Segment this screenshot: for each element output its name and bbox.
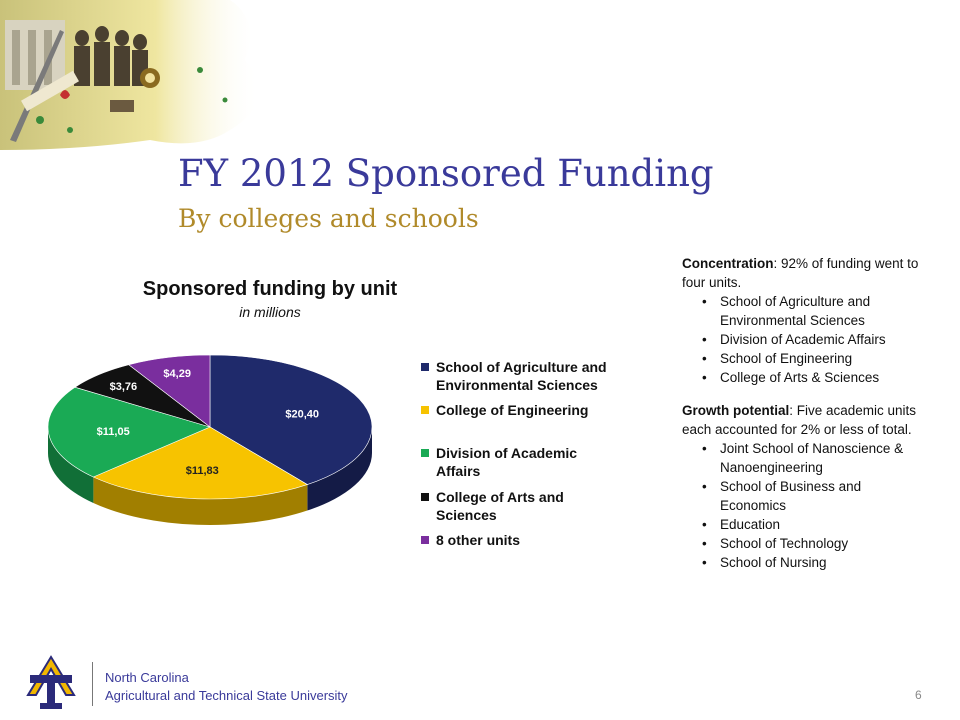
- data-label-engineering: $11,83: [185, 465, 219, 478]
- legend-swatch: [421, 406, 429, 414]
- footer-university-name: [105, 669, 348, 705]
- list-item: • School of Nursing: [720, 553, 922, 572]
- list-item: • Joint School of Nanoscience & Nanoengineering: [720, 439, 922, 477]
- list-item: • School of Technology: [720, 534, 922, 553]
- legend-item-other-units: 8 other units: [421, 531, 520, 549]
- data-label-other-units: $4,29: [163, 367, 191, 380]
- footer-line-1: North Carolina: [105, 670, 189, 685]
- concentration-label: Concentration: [682, 256, 774, 271]
- concentration-paragraph: [682, 254, 922, 292]
- list-item: • School of Agriculture and Environmental Sciences: [720, 292, 922, 330]
- legend-item-arts-sciences: College of Arts and Sciences: [421, 488, 564, 524]
- slide-title: FY 2012 Sponsored Funding: [178, 152, 714, 195]
- legend-item-academic-affairs: Division of Academic Affairs: [421, 444, 577, 480]
- list-item: • College of Arts & Sciences: [720, 368, 922, 387]
- concentration-text: : 92% of funding went to four units.: [682, 256, 919, 290]
- growth-text: : Five academic units each accounted for 2% or less of total.: [682, 403, 917, 437]
- legend-item-engineering: College of Engineering: [421, 401, 588, 419]
- commentary-panel: [682, 254, 922, 586]
- legend-swatch: [421, 536, 429, 544]
- list-item: • Division of Academic Affairs: [720, 330, 922, 349]
- slide-subtitle: By colleges and schools: [178, 204, 479, 233]
- pie-chart: [30, 345, 390, 565]
- growth-label: Growth potential: [682, 403, 790, 418]
- list-item: • Education: [720, 515, 922, 534]
- legend-swatch: [421, 449, 429, 457]
- legend-item-agriculture: School of Agriculture and Environmental Sciences: [421, 358, 607, 394]
- data-label-arts-sciences: $3,76: [109, 381, 138, 394]
- aggie-logo-icon: [26, 655, 76, 711]
- chart-title: Sponsored funding by unit: [142, 278, 398, 300]
- list-item: • School of Business and Economics: [720, 477, 922, 515]
- list-item: • School of Engineering: [720, 349, 922, 368]
- legend-swatch: [421, 363, 429, 371]
- growth-list: [682, 439, 922, 572]
- chart-subtitle: in millions: [239, 304, 301, 320]
- legend-swatch: [421, 493, 429, 501]
- concentration-list: [682, 292, 922, 387]
- page-number: 6: [915, 688, 922, 702]
- header-collage-image: [0, 0, 300, 150]
- growth-paragraph: [682, 401, 922, 439]
- footer-divider: [92, 662, 93, 706]
- data-label-agriculture: $20,40: [285, 408, 320, 421]
- footer-line-2: Agricultural and Technical State University: [105, 688, 348, 703]
- data-label-academic-affairs: $11,05: [96, 425, 130, 438]
